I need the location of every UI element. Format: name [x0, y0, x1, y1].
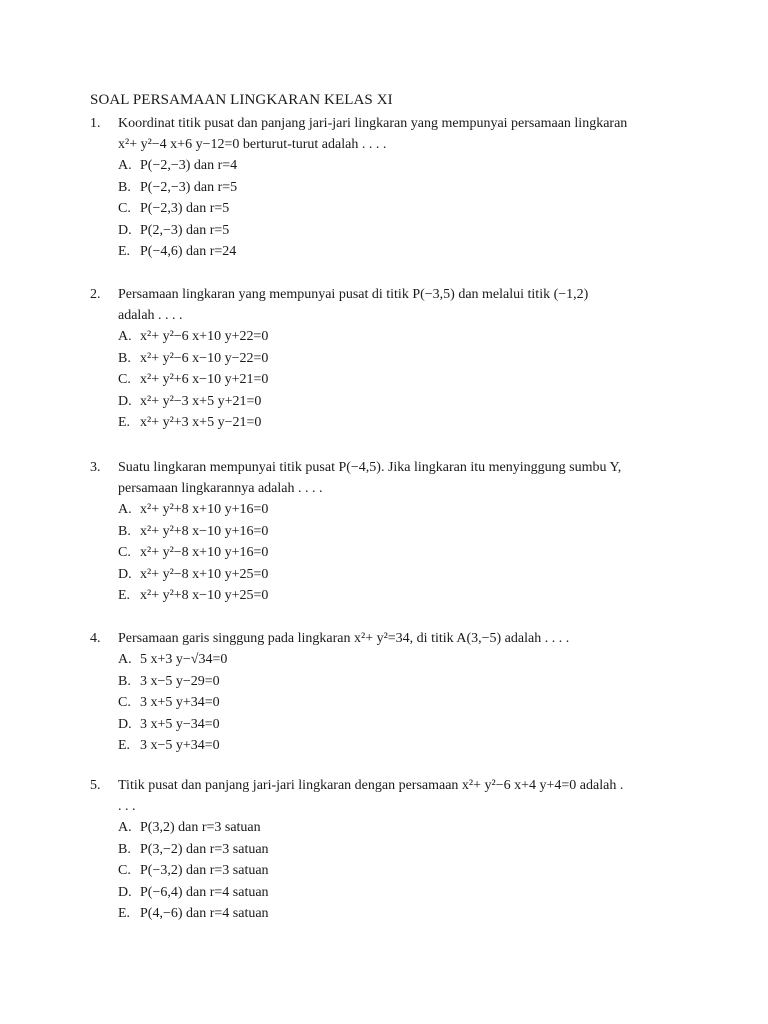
option-letter: A.: [118, 158, 132, 173]
option-text: 3 x+5 y−34=0: [140, 716, 220, 732]
option-text: 5 x+3 y−√34=0: [140, 652, 228, 667]
answer-option-a: [90, 499, 690, 521]
answer-option-c: [90, 692, 690, 714]
option-text: x²+ y²−6 x+10 y+22=0: [140, 329, 269, 344]
question-text: Suatu lingkaran mempunyai titik pusat P(−4,5). Jika lingkaran itu menyinggung sumbu Y,: [118, 460, 622, 475]
answer-option-b: [90, 521, 690, 543]
option-letter: E.: [118, 738, 131, 753]
answer-options: [90, 499, 690, 607]
question-2: [90, 284, 690, 434]
answer-options: [90, 649, 690, 757]
question-number: 1.: [90, 116, 101, 131]
answer-option-a: [90, 649, 690, 671]
question-line: [90, 775, 690, 796]
answer-option-e: [90, 412, 690, 434]
option-text: 3 x+5 y+34=0: [140, 695, 220, 710]
answer-options: [90, 326, 690, 434]
option-letter: E.: [118, 906, 131, 921]
option-letter: D.: [118, 884, 132, 900]
answer-option-b: [90, 348, 690, 370]
answer-option-c: [90, 860, 690, 882]
option-text: 3 x−5 y+34=0: [140, 738, 220, 753]
question-3: [90, 457, 690, 607]
option-letter: B.: [118, 841, 131, 857]
option-text: x²+ y²+3 x+5 y−21=0: [140, 415, 262, 430]
question-text: Koordinat titik pusat dan panjang jari-jari lingkaran yang mempunyai persamaan lingkaran: [118, 116, 628, 131]
answer-option-c: [90, 369, 690, 391]
option-text: P(3,−2) dan r=3 satuan: [140, 841, 269, 857]
answer-option-c: [90, 198, 690, 220]
option-letter: D.: [118, 222, 132, 238]
answer-option-a: [90, 817, 690, 839]
answer-option-b: [90, 839, 690, 861]
question-1: [90, 113, 690, 263]
answer-options: [90, 155, 690, 263]
answer-option-d: [90, 391, 690, 413]
option-letter: C.: [118, 201, 131, 216]
option-text: P(−4,6) dan r=24: [140, 244, 237, 259]
option-text: P(−2,−3) dan r=5: [140, 179, 238, 195]
question-text-continued: . . .: [118, 799, 136, 814]
option-text: x²+ y²+6 x−10 y+21=0: [140, 372, 269, 387]
answer-option-e: [90, 735, 690, 757]
answer-option-b: [90, 671, 690, 693]
option-text: P(3,2) dan r=3 satuan: [140, 820, 261, 835]
option-text: x²+ y²−8 x+10 y+16=0: [140, 545, 269, 560]
question-text: Titik pusat dan panjang jari-jari lingkaran dengan persamaan x²+ y²−6 x+4 y+4=0 adalah .: [118, 778, 624, 793]
option-letter: A.: [118, 329, 132, 344]
option-letter: A.: [118, 820, 132, 835]
option-letter: B.: [118, 523, 131, 539]
option-text: x²+ y²+8 x+10 y+16=0: [140, 502, 269, 517]
option-text: x²+ y²+8 x−10 y+25=0: [140, 588, 269, 603]
option-letter: D.: [118, 393, 132, 409]
answer-option-d: [90, 882, 690, 904]
question-5: [90, 775, 690, 925]
question-number: 4.: [90, 631, 101, 646]
answer-options: [90, 817, 690, 925]
answer-option-e: [90, 241, 690, 263]
question-4: [90, 628, 690, 757]
option-letter: E.: [118, 415, 131, 430]
option-letter: D.: [118, 716, 132, 732]
option-letter: E.: [118, 244, 131, 259]
option-text: x²+ y²−3 x+5 y+21=0: [140, 393, 262, 409]
option-text: x²+ y²+8 x−10 y+16=0: [140, 523, 269, 539]
option-letter: B.: [118, 179, 131, 195]
option-letter: C.: [118, 695, 131, 710]
answer-option-a: [90, 155, 690, 177]
option-letter: A.: [118, 502, 132, 517]
answer-option-e: [90, 903, 690, 925]
option-text: P(−6,4) dan r=4 satuan: [140, 884, 269, 900]
option-text: P(−2,−3) dan r=4: [140, 158, 238, 173]
question-text-continued: adalah . . . .: [118, 308, 183, 323]
option-letter: C.: [118, 372, 131, 387]
option-text: P(2,−3) dan r=5: [140, 222, 230, 238]
option-letter: B.: [118, 350, 131, 366]
answer-option-c: [90, 542, 690, 564]
question-number: 2.: [90, 287, 101, 302]
option-letter: A.: [118, 652, 132, 667]
page-title: SOAL PERSAMAAN LINGKARAN KELAS XI: [90, 92, 393, 108]
answer-option-d: [90, 564, 690, 586]
option-text: x²+ y²−8 x+10 y+25=0: [140, 566, 269, 582]
question-line: [90, 628, 690, 649]
question-line: [90, 113, 690, 134]
answer-option-e: [90, 585, 690, 607]
question-text-continued: persamaan lingkarannya adalah . . . .: [118, 481, 323, 496]
option-letter: D.: [118, 566, 132, 582]
option-text: P(−2,3) dan r=5: [140, 201, 230, 216]
option-text: P(−3,2) dan r=3 satuan: [140, 863, 269, 878]
option-letter: C.: [118, 863, 131, 878]
answer-option-d: [90, 220, 690, 242]
option-letter: E.: [118, 588, 131, 603]
question-line: [90, 284, 690, 305]
question-text: Persamaan lingkaran yang mempunyai pusat di titik P(−3,5) dan melalui titik (−1,2): [118, 287, 589, 302]
option-text: x²+ y²−6 x−10 y−22=0: [140, 350, 269, 366]
option-letter: C.: [118, 545, 131, 560]
question-line: [90, 457, 690, 478]
option-text: 3 x−5 y−29=0: [140, 673, 220, 689]
option-text: P(4,−6) dan r=4 satuan: [140, 906, 269, 921]
question-text: Persamaan garis singgung pada lingkaran x²+ y²=34, di titik A(3,−5) adalah . . . .: [118, 631, 570, 646]
answer-option-a: [90, 326, 690, 348]
option-letter: B.: [118, 673, 131, 689]
question-number: 3.: [90, 460, 101, 475]
answer-option-b: [90, 177, 690, 199]
answer-option-d: [90, 714, 690, 736]
question-number: 5.: [90, 778, 101, 793]
question-text-continued: x²+ y²−4 x+6 y−12=0 berturut-turut adalah . . . .: [118, 137, 387, 152]
